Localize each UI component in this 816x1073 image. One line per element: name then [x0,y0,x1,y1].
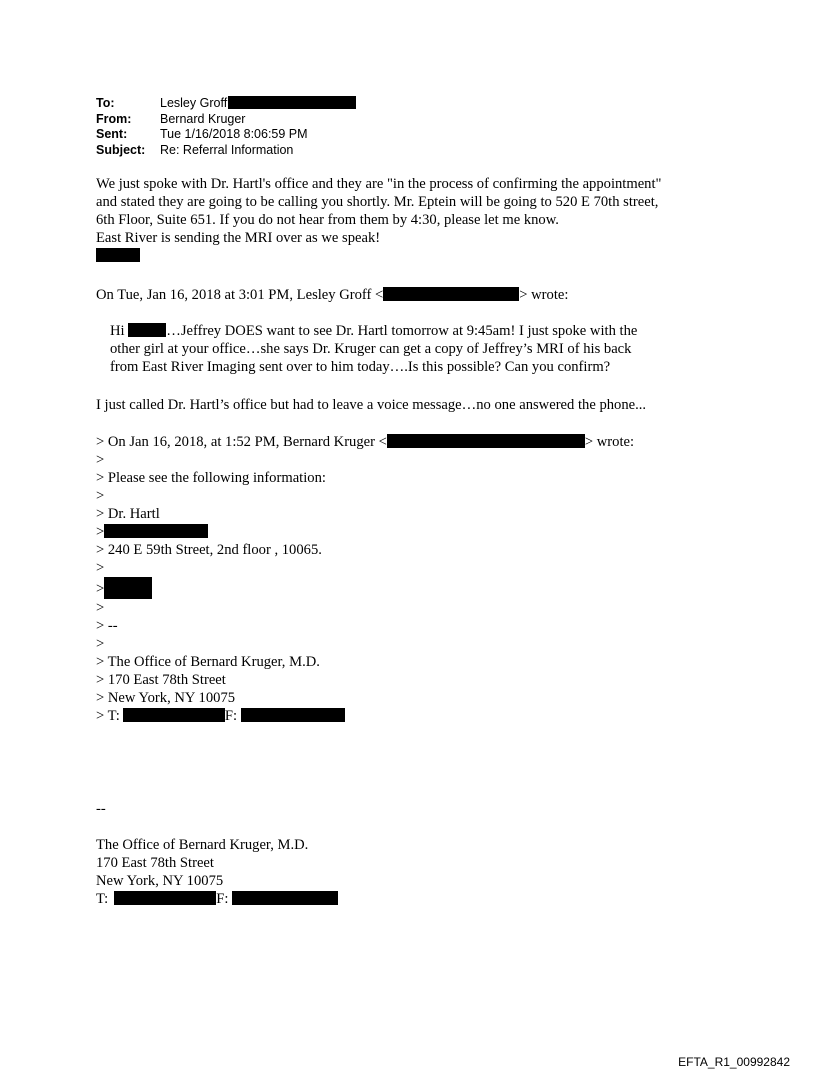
from-value: Bernard Kruger [160,111,246,126]
from-row [96,112,356,128]
signature-phone [96,890,338,908]
fax-label: F: [216,891,229,907]
quote-line: > Dr. Hartl [96,506,160,522]
signature-street: 170 East 78th Street [96,855,214,871]
subject-value: Re: Referral Information [160,142,294,157]
document-id: EFTA_R1_00992842 [678,1055,790,1069]
signature [96,800,338,908]
to-label: To: [96,96,115,110]
from-label: From: [96,111,132,126]
signature-dashes: -- [96,801,106,817]
signature-city: New York, NY 10075 [96,873,224,889]
sent-value: Tue 1/16/2018 8:06:59 PM [160,127,308,141]
after-quote-line: I just called Dr. Hartl’s office but had to leave a voice message…no one answered the phone... [96,397,647,413]
tel-label: T: [96,891,109,907]
fax-label: F: [224,708,238,724]
quote-line [110,322,637,340]
message-body [96,175,662,265]
to-row [96,96,356,112]
reply-intro-suffix: > wrote: [519,287,569,303]
quote-line: > [96,600,105,616]
quoted-message-1 [110,322,637,376]
redaction-block [128,323,166,337]
redaction-block [241,708,345,722]
redaction-block [104,524,208,538]
quote-line [96,523,634,541]
redaction-block [96,248,140,262]
body-line: We just spoke with Dr. Hartl's office and they are "in the process of confirming the appointment" [96,176,662,192]
quote-line: > [96,636,105,652]
quote-line [96,577,634,599]
email-header [96,96,356,158]
quote-line: > -- [96,618,118,634]
signature-redacted-line [96,247,662,265]
reply-intro-1 [96,286,568,304]
quote-intro-suffix: > wrote: [584,434,635,450]
sent-label: Sent: [96,127,128,141]
quote-marker: > [96,524,105,540]
quote-line: > [96,560,105,576]
body-line: and stated they are going to be calling you shortly. Mr. Eptein will be going to 520 E 70th street, [96,194,659,210]
quote-line: > 240 E 59th Street, 2nd floor , 10065. [96,542,322,558]
redaction-block [387,434,585,448]
quote-line: > New York, NY 10075 [96,690,236,706]
quote-line: > [96,452,105,468]
signature-office: The Office of Bernard Kruger, M.D. [96,837,309,853]
quote-line: from East River Imaging sent over to him today….Is this possible? Can you confirm? [110,359,611,375]
quote-line: > Please see the following information: [96,470,326,486]
redaction-block [228,96,356,109]
subject-label: Subject: [96,142,146,157]
redaction-block [114,891,216,905]
quote-intro [96,433,634,451]
quote-line-text: …Jeffrey DOES want to see Dr. Hartl tomorrow at 9:45am! I just spoke with the [166,323,638,339]
signature-blank [96,818,338,836]
quote-greeting: Hi [110,323,129,339]
quote-line: > [96,488,105,504]
redaction-block [383,287,519,301]
subject-row [96,143,356,159]
reply-intro-prefix: On Tue, Jan 16, 2018 at 3:01 PM, Lesley Groff < [96,287,384,303]
redaction-block [104,577,152,599]
quote-line: other girl at your office…she says Dr. Kruger can get a copy of Jeffrey’s MRI of his back [110,341,632,357]
quote-line: > The Office of Bernard Kruger, M.D. [96,654,320,670]
quote-line [96,707,634,725]
body-line: 6th Floor, Suite 651. If you do not hear from them by 4:30, please let me know. [96,212,559,228]
quote-intro-prefix: > On Jan 16, 2018, at 1:52 PM, Bernard Kruger < [96,434,387,450]
to-value: Lesley Groff [160,96,228,110]
quote-line: > 170 East 78th Street [96,672,226,688]
quote-marker: > [96,581,105,597]
redaction-block [232,891,338,905]
redaction-block [123,708,225,722]
body-line: East River is sending the MRI over as we speak! [96,230,381,246]
tel-label: > T: [96,708,120,724]
quoted-message-2 [96,433,634,725]
sent-row [96,127,356,143]
